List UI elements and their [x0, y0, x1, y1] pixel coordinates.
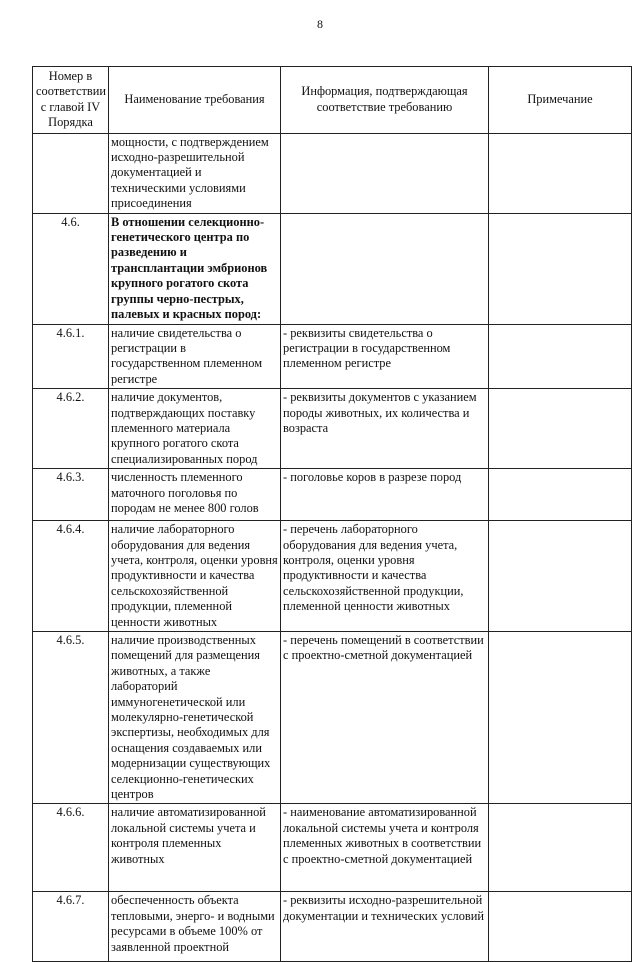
table-header-row	[33, 67, 632, 134]
row-requirement: численность племенного маточного поголовья по породам не менее 800 голов	[109, 469, 281, 521]
row-information: - поголовье коров в разрезе пород	[281, 469, 489, 521]
table-row	[33, 892, 632, 962]
row-number: 4.6.3.	[33, 469, 109, 521]
row-note	[489, 213, 632, 324]
row-requirement: обеспеченность объекта тепловыми, энерго- и водными ресурсами в объеме 100% от заявленной проектной	[109, 892, 281, 962]
header-number: Номер в соответствии с главой IV Порядка	[33, 67, 109, 134]
row-number: 4.6.5.	[33, 632, 109, 804]
row-information: - перечень лабораторного оборудования для ведения учета, контроля, оценки уровня продуктивности и качества сельскохозяйственной продукции, племенной ценности животных	[281, 521, 489, 632]
row-information: - реквизиты документов с указанием породы животных, их количества и возраста	[281, 389, 489, 469]
table-row	[33, 804, 632, 892]
row-note	[489, 324, 632, 389]
row-requirement: мощности, с подтверждением исходно-разрешительной документацией и техническими условиями присоединения	[109, 133, 281, 213]
row-information: - перечень помещений в соответствии с проектно-сметной документацией	[281, 632, 489, 804]
header-requirement: Наименование требования	[109, 67, 281, 134]
row-note	[489, 892, 632, 962]
row-note	[489, 133, 632, 213]
row-requirement: В отношении селекционно-генетического центра по разведению и трансплантации эмбрионов крупного рогатого скота группы черно-пестрых, палевых и красных пород:	[109, 213, 281, 324]
row-information: - наименование автоматизированной локальной системы учета и контроля племенных животных в соответствии с проектно-сметной документацией	[281, 804, 489, 892]
row-requirement: наличие производственных помещений для размещения животных, а также лабораторий иммуногенетической или молекулярно-генетической экспертизы, необходимых для оснащения создаваемых или модернизации существующих селекционно-генетических центров	[109, 632, 281, 804]
row-requirement: наличие свидетельства о регистрации в государственном племенном регистре	[109, 324, 281, 389]
row-note	[489, 804, 632, 892]
row-requirement: наличие автоматизированной локальной системы учета и контроля племенных животных	[109, 804, 281, 892]
row-note	[489, 469, 632, 521]
row-note	[489, 521, 632, 632]
table-row	[33, 389, 632, 469]
row-information: - реквизиты исходно-разрешительной документации и технических условий	[281, 892, 489, 962]
header-note: Примечание	[489, 67, 632, 134]
row-information	[281, 133, 489, 213]
table-row	[33, 133, 632, 213]
table-row	[33, 521, 632, 632]
row-number: 4.6.2.	[33, 389, 109, 469]
row-note	[489, 389, 632, 469]
row-note	[489, 632, 632, 804]
row-number: 4.6.	[33, 213, 109, 324]
row-information	[281, 213, 489, 324]
row-number: 4.6.4.	[33, 521, 109, 632]
table-row	[33, 324, 632, 389]
header-information: Информация, подтверждающая соответствие требованию	[281, 67, 489, 134]
requirements-table	[32, 66, 632, 962]
row-number: 4.6.7.	[33, 892, 109, 962]
table-row	[33, 469, 632, 521]
row-number	[33, 133, 109, 213]
page-number: 8	[317, 17, 323, 31]
row-requirement: наличие документов, подтверждающих поставку племенного материала крупного рогатого скота специализированных пород	[109, 389, 281, 469]
row-number: 4.6.6.	[33, 804, 109, 892]
table-row	[33, 213, 632, 324]
table-row	[33, 632, 632, 804]
row-requirement: наличие лабораторного оборудования для ведения учета, контроля, оценки уровня продуктивности и качества сельскохозяйственной продукции, племенной ценности животных	[109, 521, 281, 632]
row-information: - реквизиты свидетельства о регистрации в государственном племенном регистре	[281, 324, 489, 389]
row-number: 4.6.1.	[33, 324, 109, 389]
